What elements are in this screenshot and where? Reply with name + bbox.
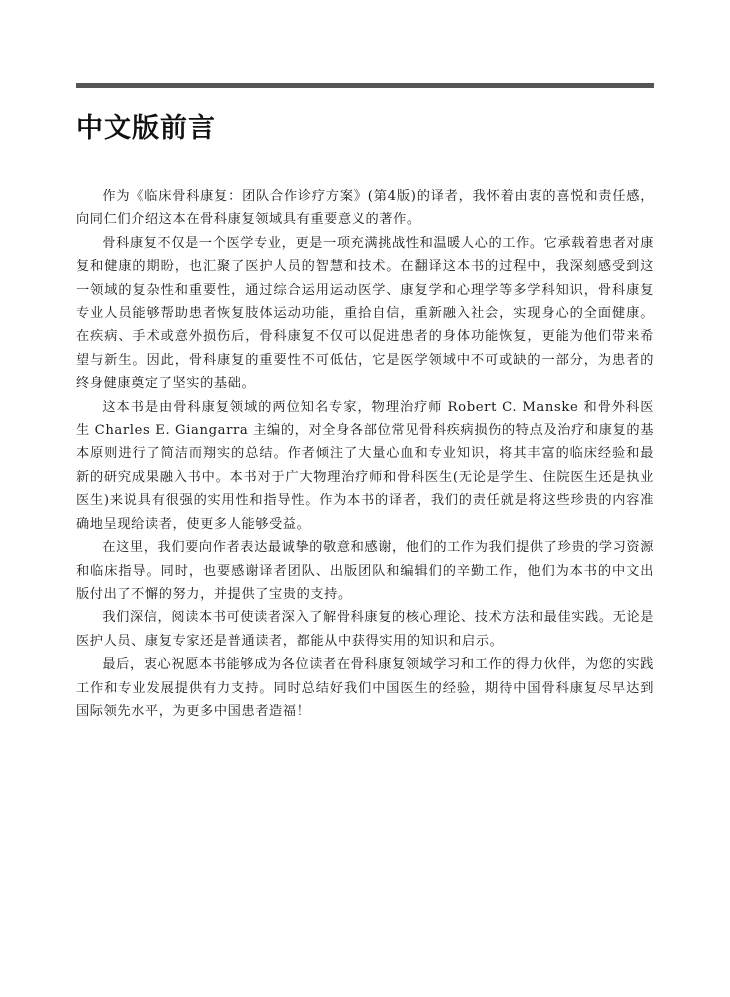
paragraph-1: 作为《临床骨科康复：团队合作诊疗方案》(第4版)的译者，我怀着由衷的喜悦和责任感，向同仁们介绍这本在骨科康复领域具有重要意义的著作。 bbox=[76, 189, 654, 228]
paragraph-2: 骨科康复不仅是一个医学专业，更是一项充满挑战性和温暖人心的工作。它承载着患者对康复和健康的期盼，也汇聚了医护人员的智慧和技术。在翻译这本书的过程中，我深刻感受到这一领域的复杂性和重要性，通过综合运用运动医学、康复学和心理学等多学科知识，骨科康复专业人员能够帮助患者恢复肢体运动功能，重拾自信，重新融入社会，实现身心的全面健康。在疾病、手术或意外损伤后，骨科康复不仅可以促进患者的身体功能恢复，更能为他们带来希望与新生。因此，骨科康复的重要性不可低估，它是医学领域中不可或缺的一部分，为患者的终身健康奠定了坚实的基础。 bbox=[76, 235, 654, 392]
paragraph-4: 在这里，我们要向作者表达最诚挚的敬意和感谢，他们的工作为我们提供了珍贵的学习资源和临床指导。同时，也要感谢译者团队、出版团队和编辑们的辛勤工作，他们为本书的中文出版付出了不懈的努力，并提供了宝贵的支持。 bbox=[76, 540, 654, 602]
paragraph-5: 我们深信，阅读本书可使读者深入了解骨科康复的核心理论、技术方法和最佳实践。无论是医护人员、康复专家还是普通读者，都能从中获得实用的知识和启示。 bbox=[76, 610, 654, 649]
body-text bbox=[76, 185, 654, 723]
page-title: 中文版前言 bbox=[76, 113, 216, 144]
header-rule bbox=[76, 83, 654, 88]
paragraph-3: 这本书是由骨科康复领域的两位知名专家，物理治疗师 Robert C. Manske 和骨外科医生 Charles E. Giangarra 主编的，对全身各部位常见骨科疾病损伤的特点及治疗和康复的基本原则进行了简洁而翔实的总结。作者倾注了大量心血和专业知识，将其丰富的临床经验和最新的研究成果融入书中。本书对于广大物理治疗师和骨科医生(无论是学生、住院医生还是执业医生)来说具有很强的实用性和指导性。作为本书的译者，我们的责任就是将这些珍贵的内容准确地呈现给读者，使更多人能够受益。 bbox=[76, 399, 654, 532]
paragraph-6: 最后，衷心祝愿本书能够成为各位读者在骨科康复领域学习和工作的得力伙伴，为您的实践工作和专业发展提供有力支持。同时总结好我们中国医生的经验，期待中国骨科康复尽早达到国际领先水平，为更多中国患者造福！ bbox=[76, 657, 654, 719]
